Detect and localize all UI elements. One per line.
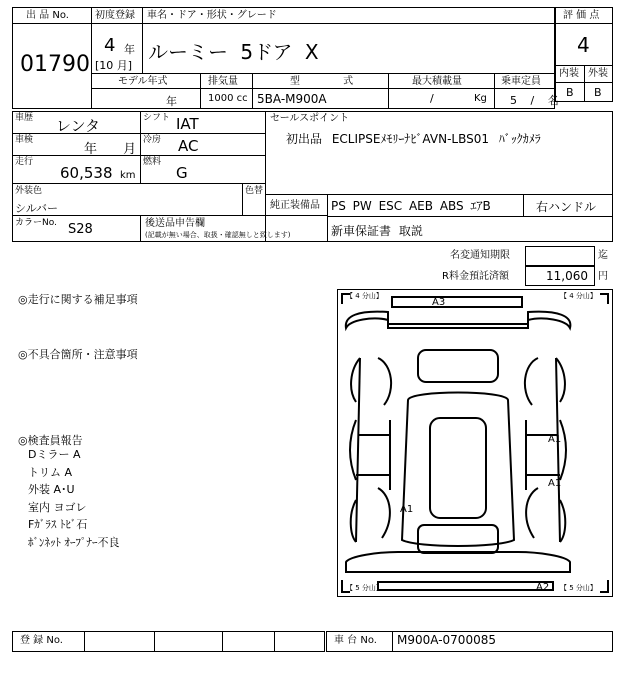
left-side-body [350, 358, 360, 542]
chassis-label: 車 台 No. [334, 635, 377, 646]
damage-mark-left-front-door: A1 [400, 504, 414, 515]
aftermarket-note: (記載が無い場合、取扱・確認無しと致します) [145, 231, 291, 239]
model-year-unit: 年 [166, 95, 177, 108]
sales-point-label: セールスポイント [270, 113, 350, 124]
damage-mark-right-rear-fender: A1 [548, 478, 562, 489]
inspection-label: 車検 [15, 135, 34, 145]
equipment-items: PS PW ESC AEB ABS ｴｱB [331, 199, 491, 213]
color-no-value: S28 [68, 222, 93, 237]
displacement-label: 排気量 [208, 76, 238, 87]
inspection-value: 年 月 [84, 142, 137, 157]
inspector-line: Dミラー A [28, 448, 81, 461]
aftermarket-label: 後送品申告欄 [145, 218, 205, 229]
mileage-unit: km [120, 170, 136, 181]
first-reg-label: 初度登録 [95, 10, 135, 21]
grade-value: 4 [577, 33, 590, 57]
model-year-label: モデル年式 [118, 76, 168, 87]
car-name-label: 車名・ドア・形状・グレード [147, 10, 277, 21]
mileage-value: 60,538 [60, 164, 113, 182]
car-diagram [337, 289, 613, 597]
equipment-label: 純正装備品 [270, 200, 320, 211]
history-label: 車歴 [15, 113, 34, 123]
max-load: / [430, 92, 434, 105]
shift-label: シフト [143, 113, 171, 123]
capacity-label: 乗車定員 [501, 76, 541, 87]
first-reg-month: [10 月] [95, 59, 133, 72]
interior-grade: B [566, 86, 574, 99]
capacity: 5 / 名 [510, 94, 559, 107]
lot-no: 01790 [20, 52, 90, 77]
inspector-line: Fｶﾞﾗｽ ﾄﾋﾞ石 [28, 518, 88, 531]
max-load-label: 最大積載量 [412, 76, 462, 87]
right-rear-wheel-arch [526, 488, 538, 538]
name-change-unit: 迄 [598, 250, 608, 261]
ac-label: 冷房 [143, 135, 162, 145]
rear-bumper [378, 582, 553, 590]
chassis-no: M900A-0700085 [397, 633, 496, 647]
tire-label-bottom-right: 【 5 分山】 [560, 584, 597, 592]
lot-no-label: 出 品 No. [26, 10, 69, 21]
damage-mark-right-rear-door: A1 [548, 434, 562, 445]
recycle-label: R料金預託済額 [442, 271, 509, 282]
exterior-label: 外装 [588, 68, 608, 79]
year-unit: 年 [124, 43, 135, 56]
reg-no-label: 登 録 No. [20, 635, 63, 646]
history-value: レンタ [56, 117, 101, 135]
fuel-value: G [176, 164, 188, 182]
grade-label: 評 価 点 [563, 10, 600, 21]
right-front-wheel-arch [525, 358, 538, 405]
cabin-outline [402, 393, 514, 547]
max-load-unit: Kg [474, 93, 487, 104]
damage-mark-front-bumper: A3 [432, 297, 446, 308]
type-label: 型 式 [290, 76, 354, 87]
color-no-label: カラーNo. [15, 218, 57, 228]
mileage-label: 走行 [15, 157, 34, 167]
car-diagram-svg [338, 290, 612, 596]
inspector-line: トリム A [28, 465, 73, 479]
inspector-line: 室内 ヨゴレ [28, 500, 87, 514]
defects-title: ◎不具合箇所・注意事項 [18, 348, 138, 361]
rear-hatch [346, 552, 570, 572]
recycle-unit: 円 [598, 271, 608, 282]
tire-corner-top-right [600, 294, 608, 304]
color-label: 外装色 [15, 186, 43, 196]
tire-label-top-left: 【 4 分山】 [346, 292, 383, 300]
steering: 右ハンドル [536, 200, 597, 214]
inspector-title: ◎検査員報告 [18, 434, 83, 447]
tire-label-bottom-left: 【 5 分山】 [346, 584, 383, 592]
tire-corner-bottom-right [600, 580, 608, 592]
rear-window [418, 525, 498, 553]
shift-value: IAT [176, 115, 199, 133]
damage-mark-rear-bumper: A2 [536, 582, 550, 593]
front-bumper [392, 297, 522, 307]
inspector-line: ﾎﾞﾝﾈｯﾄ ｵｰﾌﾟﾅｰ不良 [28, 535, 120, 549]
warranty: 新車保証書 取説 [331, 224, 423, 238]
color-change-label: 色替 [245, 186, 264, 196]
displacement: 1000 cc [208, 93, 248, 104]
exterior-grade: B [594, 86, 602, 99]
roof [430, 418, 486, 518]
name-change-box [525, 246, 595, 266]
first-reg-year: 4 [104, 35, 116, 56]
left-front-wheel-arch [378, 358, 391, 405]
ac-value: AC [178, 137, 199, 155]
interior-label: 内装 [559, 68, 579, 79]
type-value: 5BA-M900A [257, 92, 327, 106]
sales-point-text: 初出品 ECLIPSEﾒﾓﾘｰﾅﾋﾞAVN-LBS01 ﾊﾞｯｸｶﾒﾗ [286, 132, 541, 146]
recycle-value: 11,060 [546, 269, 588, 283]
color-value: シルバー [15, 202, 58, 215]
hood-top [346, 312, 571, 328]
fuel-label: 燃料 [143, 157, 162, 167]
name-change-label: 名変通知期限 [450, 250, 510, 261]
right-side-body [556, 358, 566, 542]
left-rear-wheel-arch [378, 488, 390, 538]
front-windshield [418, 350, 498, 382]
inspector-list [28, 446, 120, 551]
tire-label-top-right: 【 4 分山】 [560, 292, 597, 300]
inspector-line: 外装 A･U [28, 483, 75, 496]
driving-title: ◎走行に関する補足事項 [18, 293, 138, 306]
car-name: ルーミー 5ドア X [148, 40, 319, 64]
